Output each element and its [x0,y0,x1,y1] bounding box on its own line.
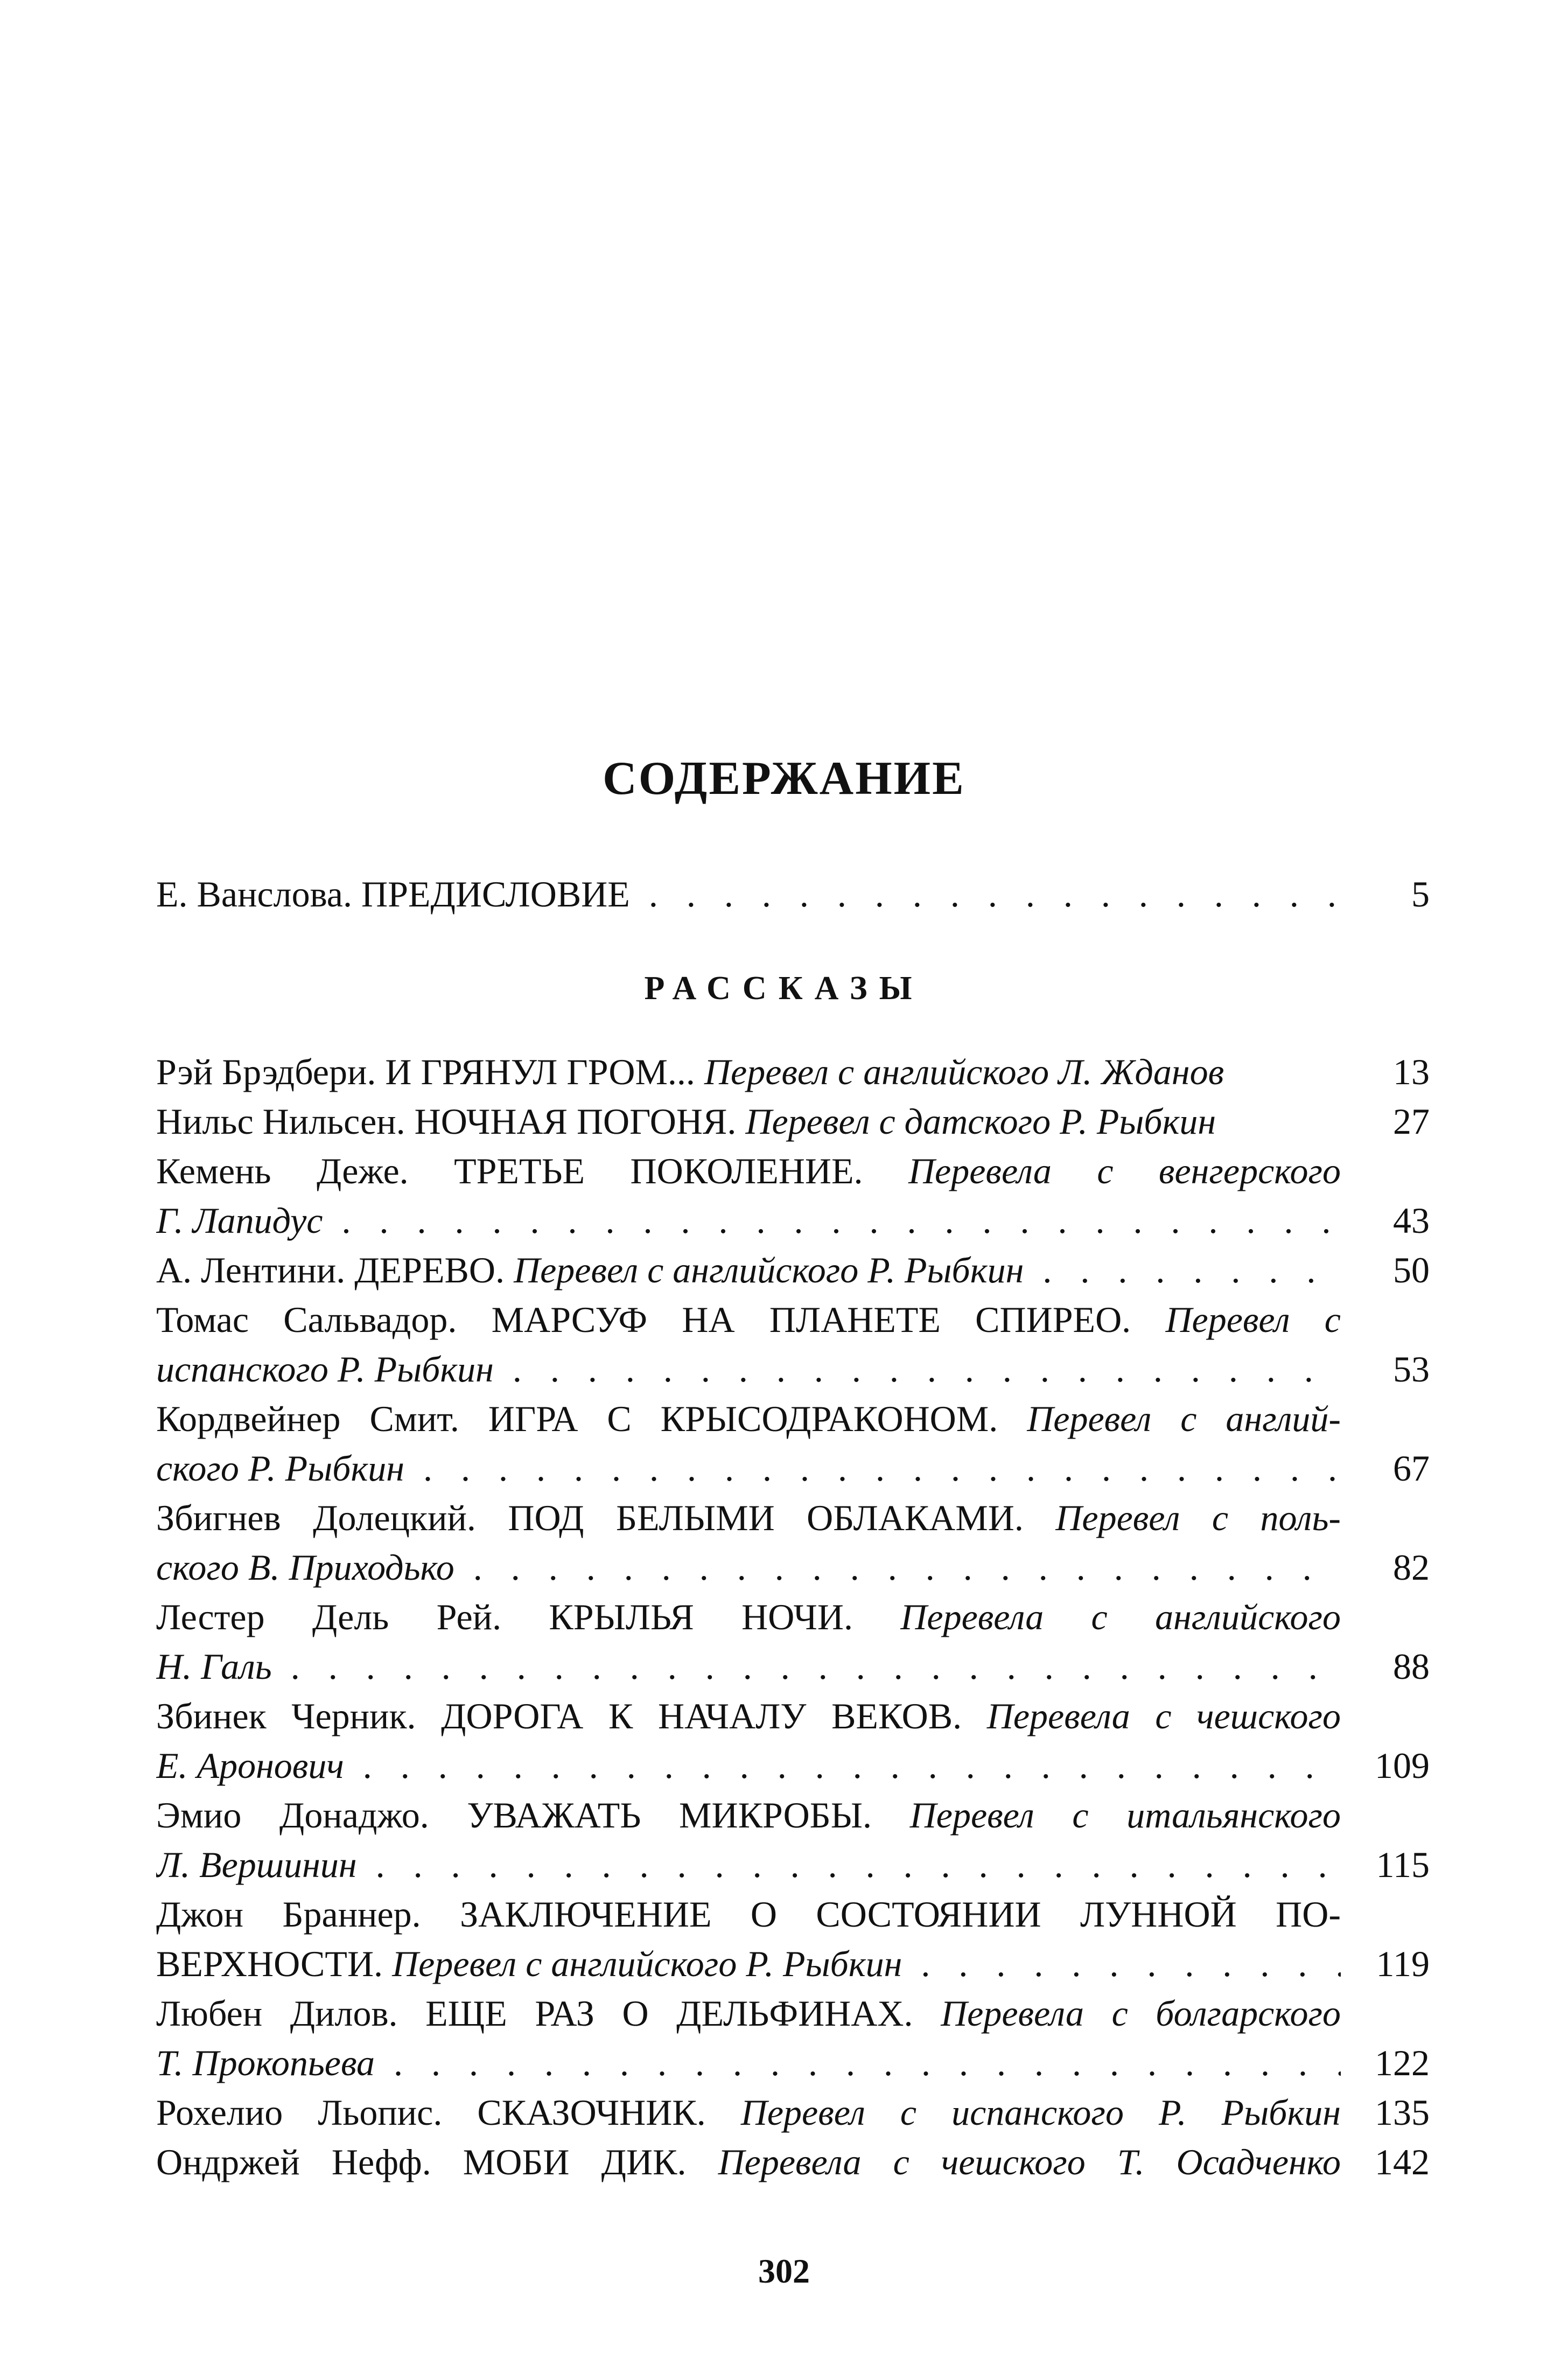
entry-translator: Т. Прокопьева [156,2042,375,2083]
entry-title: МОБИ ДИК. [463,2141,687,2182]
toc-line-text [156,1394,1341,1443]
toc-entry-text [156,870,1341,918]
entry-title: ТРЕТЬЕ ПОКОЛЕНИЕ. [454,1150,863,1191]
entry-title: УВАЖАТЬ МИКРОБЫ. [467,1795,872,1836]
toc-line-text [156,1147,1341,1195]
toc-line [156,1394,1430,1443]
section-heading: РАССКАЗЫ [644,970,924,1007]
entry-author: Збигнев Долецкий. [156,1497,476,1538]
toc-line [156,1840,1430,1889]
entry-title: ЗАКЛЮЧЕНИЕ О СОСТОЯНИИ ЛУННОЙ ПО- [460,1894,1341,1935]
entry-translator: Перевела с английского [900,1596,1341,1637]
entry-translator: Перевел с английского Р. Рыбкин [513,1250,1024,1290]
toc-line-text [156,1494,1341,1542]
toc-line-text [156,1791,1341,1839]
page-title: СОДЕРЖАНИЕ [603,752,965,805]
entry-translator: Л. Вершинин [156,1844,357,1885]
toc-line [156,1048,1430,1096]
toc-line-text [156,1593,1341,1641]
entry-translator: Перевела с чешского [986,1696,1341,1736]
entry-page-number: 50 [1393,1250,1430,1290]
entry-author: Джон Браннер. [156,1894,421,1935]
toc-line [156,1642,1430,1691]
entry-translator: Перевела с болгарского [941,1993,1341,2034]
entry-page-number: 135 [1375,2092,1430,2133]
toc-line [156,1940,1430,1988]
entry-title: И ГРЯНУЛ ГРОМ... [385,1051,695,1092]
entry-title: ПОД БЕЛЫМИ ОБЛАКАМИ. [508,1497,1024,1538]
entry-author: Рохелио Льопис. [156,2092,443,2133]
toc-line-text [156,1741,1341,1790]
entry-author: Е. Ванслова. [156,874,352,915]
toc-line-text [156,1543,1341,1592]
entry-translator: Е. Аронович [156,1745,344,1786]
toc-line-text [156,1692,1341,1740]
entry-title: ДЕРЕВО. [354,1250,505,1290]
entry-title: ПРЕДИСЛОВИЕ [361,874,630,915]
entry-title: ДОРОГА К НАЧАЛУ ВЕКОВ. [441,1696,962,1736]
toc-line [156,1444,1430,1492]
entry-page-number: 119 [1376,1943,1430,1984]
toc-line [156,1791,1430,1839]
toc-line [156,1295,1430,1344]
entry-title: ИГРА С КРЫСОДРАКОНОМ. [488,1398,998,1439]
entry-title: ЕЩЕ РАЗ О ДЕЛЬФИНАХ. [425,1993,913,2034]
toc-line [156,1097,1430,1146]
entry-author: Нильс Нильсен. [156,1101,405,1142]
entry-translator: Перевел с поль- [1055,1497,1341,1538]
entry-author: Лестер Дель Рей. [156,1596,502,1637]
entry-page-number: 109 [1375,1745,1430,1786]
entry-translator: Перевела с венгерского [908,1150,1341,1191]
toc-line-text [156,1246,1341,1294]
page-number: 302 [758,2252,810,2290]
toc-line-text [156,2039,1341,2087]
entry-translator: испанского Р. Рыбкин [156,1349,494,1390]
toc-line-text [156,1295,1341,1344]
toc-line [156,1147,1430,1195]
entry-page-number: 27 [1393,1101,1430,1142]
entry-translator: Н. Галь [156,1646,272,1687]
entry-page-number: 115 [1376,1844,1430,1885]
entry-translator: ского Р. Рыбкин [156,1448,404,1489]
toc-line [156,1494,1430,1542]
toc-line-text [156,2088,1341,2137]
entry-translator: Перевел с [1165,1299,1341,1340]
entry-author: Рэй Брэдбери. [156,1051,376,1092]
entry-page-number: 67 [1393,1448,1430,1489]
toc-line [156,2088,1430,2137]
toc-entry-preface [156,870,1430,918]
toc-line [156,1593,1430,1641]
entry-author: Збинек Черник. [156,1696,416,1736]
entry-page-number: 43 [1393,1200,1430,1241]
entry-page-number: 82 [1393,1547,1430,1588]
entry-title: КРЫЛЬЯ НОЧИ. [549,1596,853,1637]
toc-line-text [156,1890,1341,1938]
toc-line [156,2039,1430,2087]
toc-line-text [156,1097,1341,1146]
entry-page-number: 5 [1411,874,1430,915]
entry-translator: ского В. Приходько [156,1547,454,1588]
toc-line-text [156,1989,1341,2038]
entry-author: Кемень Деже. [156,1150,409,1191]
entry-translator: Перевел с испанского Р. Рыбкин [740,2092,1341,2133]
entry-author: Томас Сальвадор. [156,1299,457,1340]
toc-line [156,1741,1430,1790]
toc-line [156,2138,1430,2186]
entry-translator: Перевел с итальянского [909,1795,1341,1836]
toc-line [156,1692,1430,1740]
toc-line [156,1196,1430,1245]
entry-author: Ондржей Нефф. [156,2141,431,2182]
entry-title: НОЧНАЯ ПОГОНЯ. [414,1101,737,1142]
entry-translator: Г. Лапидус [156,1200,323,1241]
entry-author: Любен Дилов. [156,1993,398,2034]
entry-author: Эмио Донаджо. [156,1795,429,1836]
entry-page-number: 53 [1393,1349,1430,1390]
toc-line [156,1890,1430,1938]
toc-line [156,1543,1430,1592]
toc-line-text [156,1940,1341,1988]
entry-author: Кордвейнер Смит. [156,1398,459,1439]
entry-translator: Перевела с чешского Т. Осадченко [718,2141,1341,2182]
toc-line-text [156,1345,1341,1393]
entry-page-number: 88 [1393,1646,1430,1687]
entry-author: А. Лентини. [156,1250,346,1290]
entry-translator: Перевел с англий- [1027,1398,1341,1439]
toc-line-text [156,1048,1341,1096]
toc-line-text [156,1444,1341,1492]
entry-title: СКАЗОЧНИК. [477,2092,706,2133]
entry-title: МАРСУФ НА ПЛАНЕТЕ СПИРЕО. [491,1299,1131,1340]
entry-translator: Перевел с английского Р. Рыбкин [392,1943,902,1984]
toc-line [156,1246,1430,1294]
toc-line-text [156,2138,1341,2186]
entry-page-number: 142 [1375,2141,1430,2182]
entry-translator: Перевел с английского Л. Жданов [704,1051,1224,1092]
entry-title: ВЕРХНОСТИ. [156,1943,383,1984]
entry-page-number: 122 [1375,2042,1430,2083]
toc-line-text [156,1642,1341,1691]
toc-line [156,1345,1430,1393]
entry-translator: Перевел с датского Р. Рыбкин [745,1101,1216,1142]
toc-line [156,1989,1430,2038]
toc-line-text [156,1840,1341,1889]
toc-line-text [156,1196,1341,1245]
entry-page-number: 13 [1393,1051,1430,1092]
